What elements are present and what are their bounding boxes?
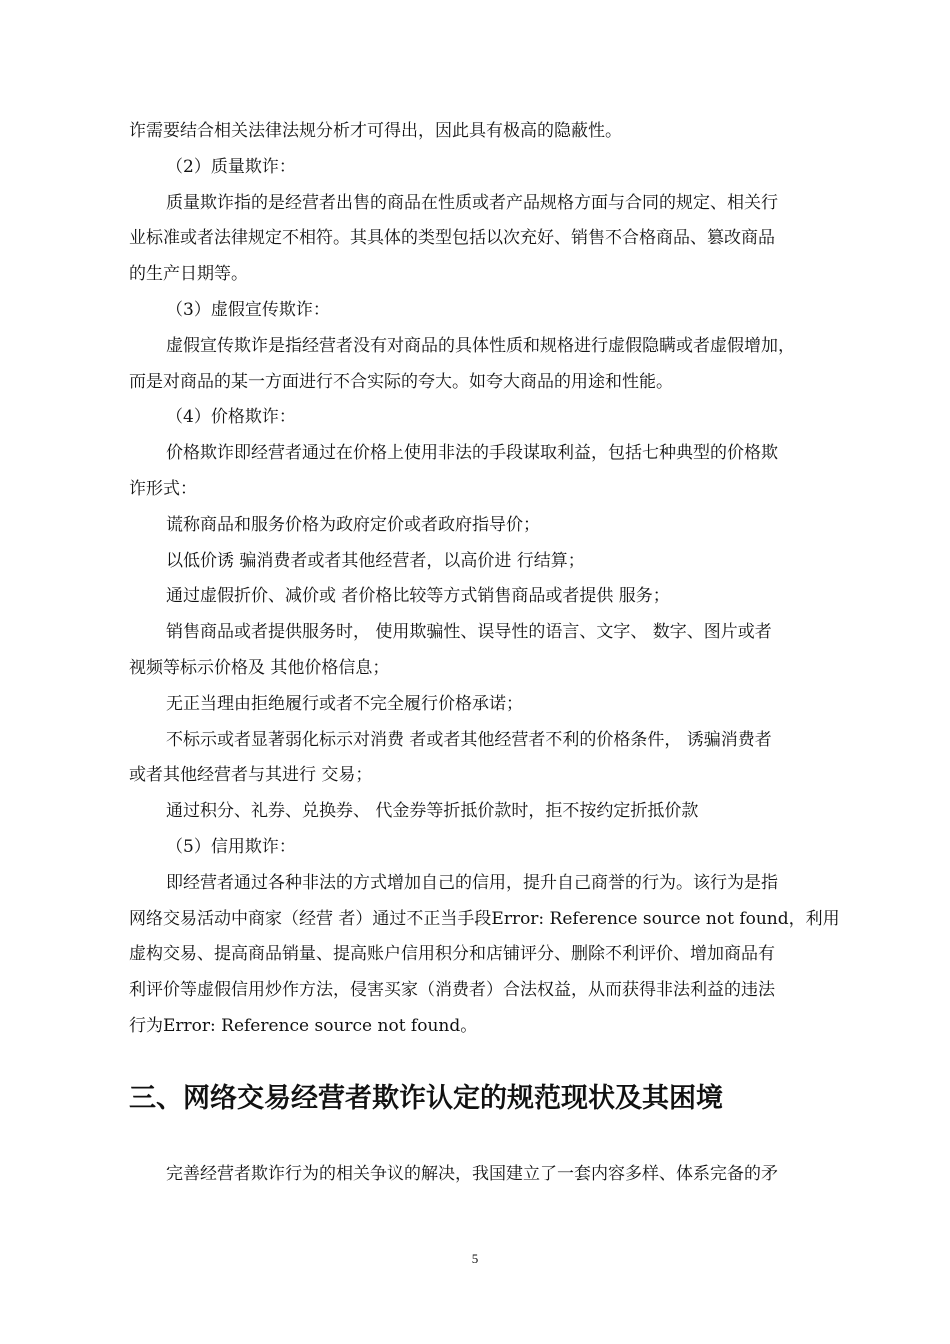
text-line: （3）虚假宣传欺诈： xyxy=(166,299,330,320)
text-line: 以低价诱 骗消费者或者其他经营者，以高价进 行结算； xyxy=(166,550,585,571)
text-line: 而是对商品的某一方面进行不合实际的夸大。如夸大商品的用途和性能。 xyxy=(129,371,673,392)
document-body xyxy=(129,114,863,1193)
paragraph-block xyxy=(129,114,863,1045)
text-line: 的生产日期等。 xyxy=(129,264,248,285)
text-line: 诈需要结合相关法律法规分析才可得出，因此具有极高的隐蔽性。 xyxy=(129,121,622,141)
text-line: 虚假宣传欺诈是指经营者没有对商品的具体性质和规格进行虚假隐瞒或者虚假增加， xyxy=(166,335,795,356)
text-line: 虚构交易、提高商品销量、提高账户信用积分和店铺评分、删除不利评价、增加商品有 xyxy=(129,944,775,965)
text-line: 即经营者通过各种非法的方式增加自己的信用，提升自己商誉的行为。该行为是指 xyxy=(166,872,778,893)
text-line: 无正当理由拒绝履行或者不完全履行价格承诺； xyxy=(166,693,523,714)
text-line: 业标准或者法律规定不相符。其具体的类型包括以次充好、销售不合格商品、篡改商品 xyxy=(129,228,775,249)
text-line: （2）质量欺诈： xyxy=(166,156,296,177)
text-line: 利评价等虚假信用炒作方法，侵害买家（消费者）合法权益，从而获得非法利益的违法 xyxy=(129,980,775,1001)
section-heading: 三、网络交易经营者欺诈认定的规范现状及其困境 xyxy=(129,1082,723,1114)
text-line: 质量欺诈指的是经营者出售的商品在性质或者产品规格方面与合同的规定、相关行 xyxy=(166,192,778,213)
text-line: 或者其他经营者与其进行 交易； xyxy=(129,765,373,786)
text-line: 价格欺诈即经营者通过在价格上使用非法的手段谋取利益，包括七种典型的价格欺 xyxy=(166,443,778,464)
text-line: 不标示或者显著弱化标示对消费 者或者其他经营者不利的价格条件， 诱骗消费者 xyxy=(166,729,772,750)
text-line: 诈形式： xyxy=(129,478,197,499)
text-line: 行为Error: Reference source not found。 xyxy=(129,1015,478,1036)
text-line: 销售商品或者提供服务时， 使用欺骗性、误导性的语言、文字、 数字、图片或者 xyxy=(166,622,772,643)
text-line: 通过积分、礼券、兑换券、 代金券等折抵价款时，拒不按约定折抵价款 xyxy=(166,801,699,822)
text-line: 视频等标示价格及 其他价格信息； xyxy=(129,657,390,678)
text-line: 谎称商品和服务价格为政府定价或者政府指导价； xyxy=(166,514,540,535)
text-line: （5）信用欺诈： xyxy=(166,836,296,857)
text-line: （4）价格欺诈： xyxy=(166,407,296,428)
closing-paragraph: 完善经营者欺诈行为的相关争议的解决，我国建立了一套内容多样、体系完备的矛 xyxy=(166,1163,778,1184)
text-line: 通过虚假折价、减价或 者价格比较等方式销售商品或者提供 服务； xyxy=(166,586,670,607)
page-number: 5 xyxy=(471,1251,479,1266)
text-line: 网络交易活动中商家（经营 者）通过不正当手段Error: Reference source not found，利用 xyxy=(129,908,840,929)
